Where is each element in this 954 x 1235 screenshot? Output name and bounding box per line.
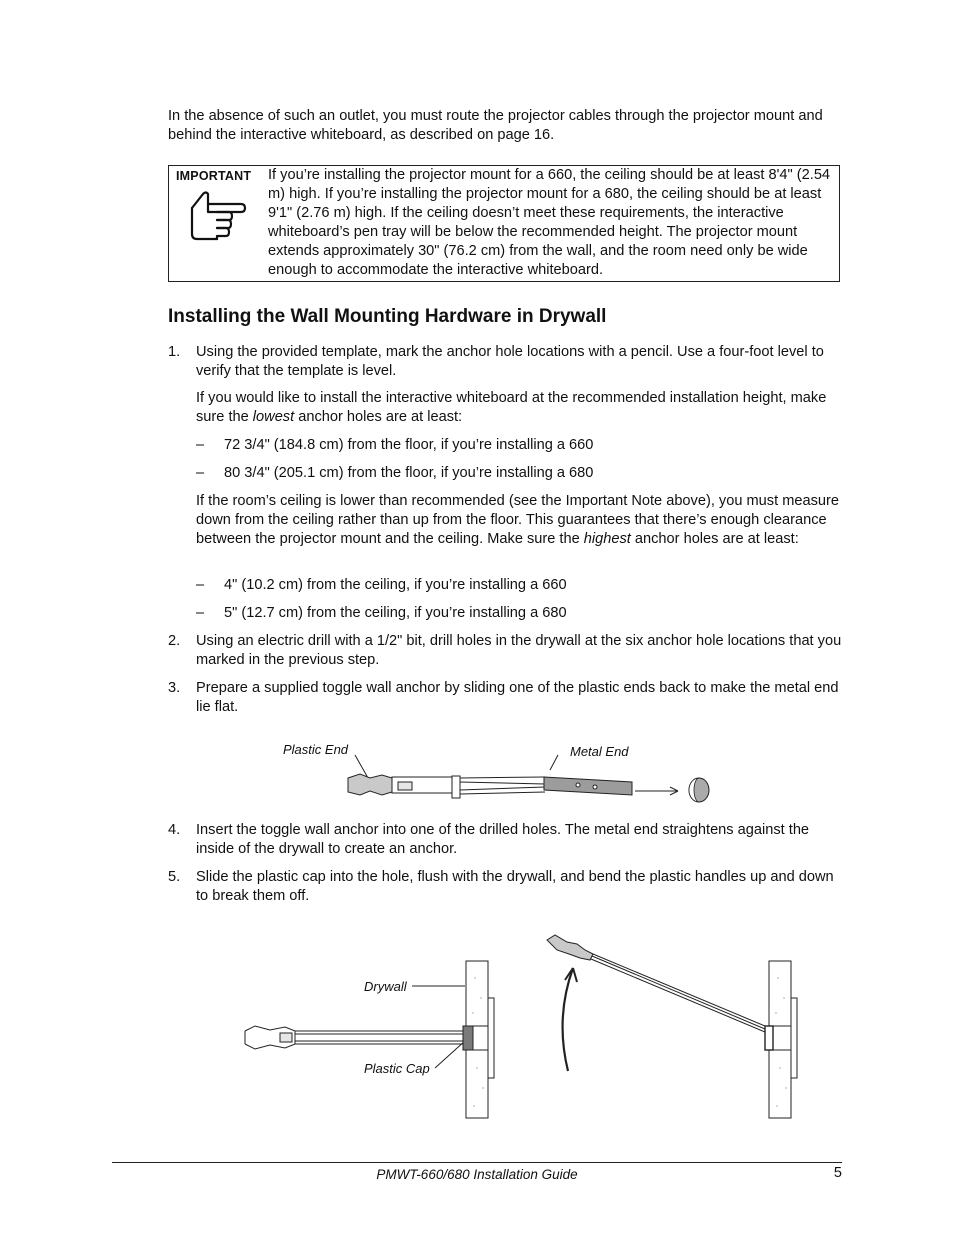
floor-660-item: 72 3/4" (184.8 cm) from the floor, if you’re installing a 660	[224, 437, 594, 453]
page-number: 5	[833, 1165, 842, 1181]
drywall-anchor-figure	[225, 928, 825, 1123]
plastic-cap-label: Plastic Cap	[364, 1061, 430, 1076]
section-title: Installing the Wall Mounting Hardware in Drywall	[168, 306, 607, 327]
step-1-ceiling-paragraph: If the room’s ceiling is lower than recommended (see the Important Note above), you must measure down from the ceiling rather than up from the floor. This guarantees that there’s enough clearance between the projector mount and the ceiling. Make sure the highest anchor holes are at least:	[196, 493, 839, 547]
step-1-text: Using the provided template, mark the anchor hole locations with a pencil. Use a four-foot level to verify that the template is level.	[196, 344, 824, 379]
step-5-number: 5.	[168, 869, 181, 885]
toggle-anchor-figure	[330, 740, 720, 810]
drywall-label: Drywall	[364, 979, 407, 994]
ceiling-680-item: 5" (12.7 cm) from the ceiling, if you’re installing a 680	[224, 605, 567, 621]
step-3-number: 3.	[168, 680, 181, 696]
ceiling-660-item: 4" (10.2 cm) from the ceiling, if you’re installing a 660	[224, 577, 567, 593]
important-text: If you’re installing the projector mount for a 660, the ceiling should be at least 8'4" (2.54 m) high. If you’re installing the projector mount for a 680, the ceiling should be at least 9'1" (2.76 m) high. If the ceiling doesn’t meet these requirements, the interactive whiteboard’s pen tray will be below the recommended height. The projector mount extends approximately 30" (76.2 cm) from the wall, and the room need only be wide enough to accommodate the interactive whiteboard.	[268, 167, 831, 278]
intro-paragraph: In the absence of such an outlet, you must route the projector cables through the projector mount and behind the interactive whiteboard, as described on page 16.	[168, 108, 823, 143]
footer-title: PMWT-660/680 Installation Guide	[376, 1167, 578, 1182]
dash-bullet: –	[196, 577, 205, 593]
step-2-text: Using an electric drill with a 1/2" bit, drill holes in the drywall at the six anchor hole locations that you marked in the previous step.	[196, 633, 842, 668]
metal-end-label: Metal End	[570, 744, 629, 759]
step-4-number: 4.	[168, 822, 181, 838]
dash-bullet: –	[196, 437, 205, 453]
floor-680-item: 80 3/4" (205.1 cm) from the floor, if you’re installing a 680	[224, 465, 594, 481]
step-2-number: 2.	[168, 633, 181, 649]
step-1-lowest-paragraph: If you would like to install the interactive whiteboard at the recommended installation height, make sure the lowest anchor holes are at least:	[196, 390, 827, 425]
dash-bullet: –	[196, 605, 205, 621]
important-note	[168, 165, 840, 282]
step-4-text: Insert the toggle wall anchor into one of the drilled holes. The metal end straightens against the inside of the drywall to create an anchor.	[196, 822, 810, 857]
step-3-text: Prepare a supplied toggle wall anchor by sliding one of the plastic ends back to make the metal end lie flat.	[196, 680, 839, 715]
footer-rule	[112, 1162, 842, 1163]
dash-bullet: –	[196, 465, 205, 481]
important-label: IMPORTANT	[176, 169, 252, 183]
plastic-end-label: Plastic End	[283, 742, 349, 757]
step-5-text: Slide the plastic cap into the hole, flush with the drywall, and bend the plastic handles up and down to break them off.	[196, 869, 834, 904]
step-1-number: 1.	[168, 344, 181, 360]
pointing-hand-icon	[189, 186, 247, 242]
